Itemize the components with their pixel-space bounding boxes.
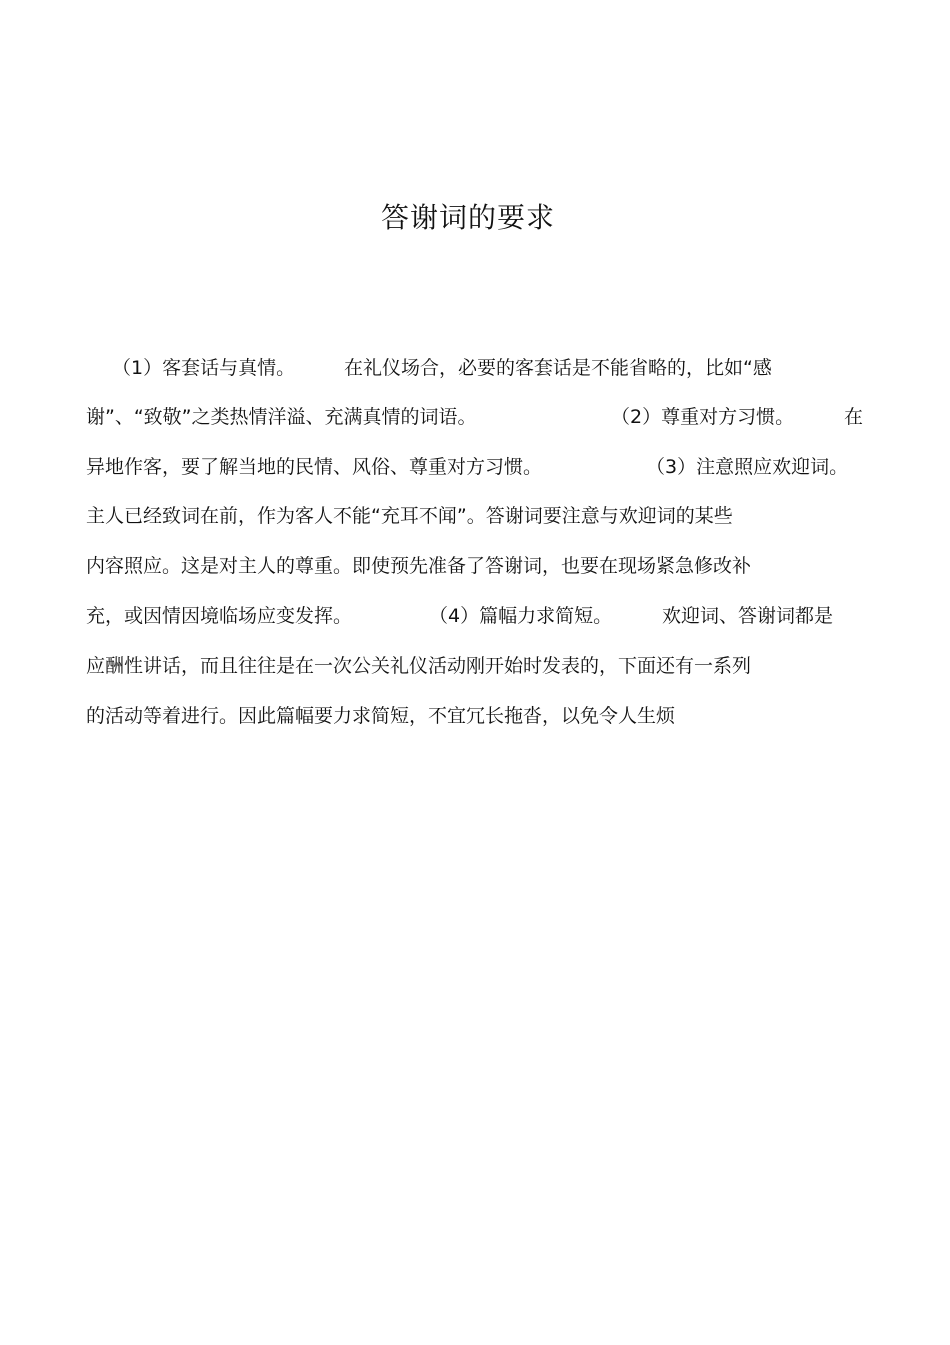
paragraph-line <box>86 450 849 484</box>
line-text: 内容照应。这是对主人的尊重。即使预先准备了答谢词，也要在现场紧急修改补 <box>86 555 752 577</box>
paragraph-line <box>86 649 752 683</box>
line-text: 欢迎词、答谢词都是 <box>662 605 834 627</box>
paragraph-line <box>86 351 772 385</box>
paragraph-line <box>86 499 733 533</box>
line-text: 应酬性讲话，而且往往是在一次公关礼仪活动刚开始时发表的，下面还有一系列 <box>86 655 752 677</box>
line-text: 主人已经致词在前，作为客人不能“充耳不闻”。答谢词要注意与欢迎词的某些 <box>86 505 733 527</box>
line-text: 在礼仪场合，必要的客套话是不能省略的，比如“感 <box>344 357 772 379</box>
line-text: 充，或因情因境临场应变发挥。 <box>86 605 353 627</box>
line-text: 谢”、“致敬”之类热情洋溢、充满真情的词语。 <box>86 406 477 428</box>
heading-1-text: （1）客套话与真情。 <box>112 357 296 379</box>
line-text: 在 <box>844 406 864 428</box>
heading-4-text: （4）篇幅力求简短。 <box>429 605 613 627</box>
heading-3-text: （3）注意照应欢迎词。 <box>646 456 849 478</box>
heading-2-text: （2）尊重对方习惯。 <box>611 406 795 428</box>
paragraph-line <box>86 549 752 583</box>
paragraph-line <box>86 699 676 733</box>
line-text: 的活动等着进行。因此篇幅要力求简短，不宜冗长拖沓，以免令人生烦 <box>86 705 676 727</box>
paragraph-line <box>86 400 864 434</box>
paragraph-line <box>86 599 834 633</box>
line-text: 异地作客，要了解当地的民情、风俗、尊重对方习惯。 <box>86 456 543 478</box>
document-title: 答谢词的要求 <box>380 201 555 234</box>
